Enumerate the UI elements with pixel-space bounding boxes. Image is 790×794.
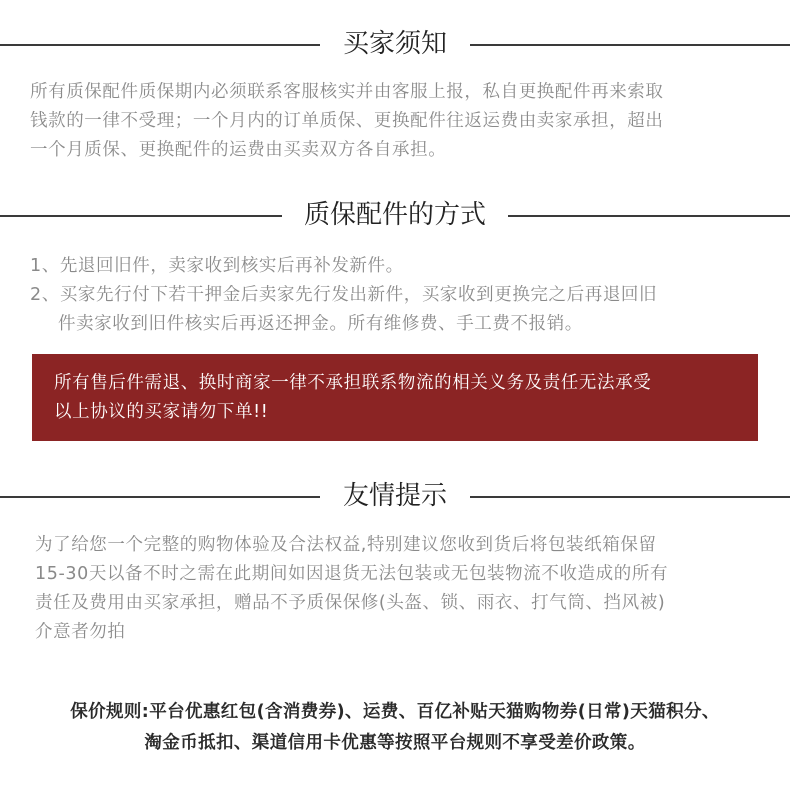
warning-line: 所有售后件需退、换时商家一律不承担联系物流的相关义务及责任无法承受 <box>54 373 652 393</box>
rule-line: 保价规则:平台优惠红包(含消费券)、运费、百亿补贴天猫购物券(日常)天猫积分、 <box>70 702 720 722</box>
list-item: 1、先退回旧件，卖家收到核实后再补发新件。 <box>30 256 404 276</box>
section-title: 质保配件的方式 <box>303 200 486 230</box>
rule-line: 淘金币抵扣、渠道信用卡优惠等按照平台规则不享受差价政策。 <box>144 733 646 753</box>
warning-text <box>54 369 651 427</box>
paragraph-line: 责任及费用由买家承担，赠品不予质保保修(头盔、锁、雨衣、打气筒、挡风被) <box>35 593 666 613</box>
section-heading-buyer-notice <box>0 24 790 64</box>
after-sales-warning-banner <box>32 354 758 441</box>
buyer-notice-paragraph <box>30 78 664 165</box>
list-item: 2、买家先行付下若干押金后卖家先行发出新件，买家收到更换完之后再退回旧 <box>30 285 658 305</box>
paragraph-line: 为了给您一个完整的购物体验及合法权益,特别建议您收到货后将包装纸箱保留 <box>35 535 657 555</box>
list-item-continuation: 件卖家收到旧件核实后再返还押金。所有维修费、手工费不报销。 <box>58 314 583 334</box>
friendly-tips-paragraph <box>35 531 668 647</box>
section-heading-warranty-methods <box>0 195 790 235</box>
paragraph-line: 15-30天以备不时之需在此期间如因退货无法包装或无包装物流不收造成的所有 <box>35 564 669 584</box>
section-heading-friendly-tips <box>0 476 790 516</box>
price-protection-rule <box>0 697 790 759</box>
paragraph-line: 所有质保配件质保期内必须联系客服核实并由客服上报，私自更换配件再来索取 <box>30 82 664 102</box>
section-title: 友情提示 <box>342 481 447 511</box>
paragraph-line: 钱款的一律不受理；一个月内的订单质保、更换配件往返运费由卖家承担，超出 <box>30 111 664 131</box>
warning-line: 以上协议的买家请勿下单!! <box>54 402 269 422</box>
heading-divider-right <box>470 496 790 498</box>
paragraph-line: 介意者勿拍 <box>35 622 126 642</box>
heading-divider-right <box>508 215 790 217</box>
section-title: 买家须知 <box>342 29 447 59</box>
warranty-methods-list <box>30 252 657 339</box>
paragraph-line: 一个月质保、更换配件的运费由买卖双方各自承担。 <box>30 140 447 160</box>
heading-divider-right <box>470 44 790 46</box>
